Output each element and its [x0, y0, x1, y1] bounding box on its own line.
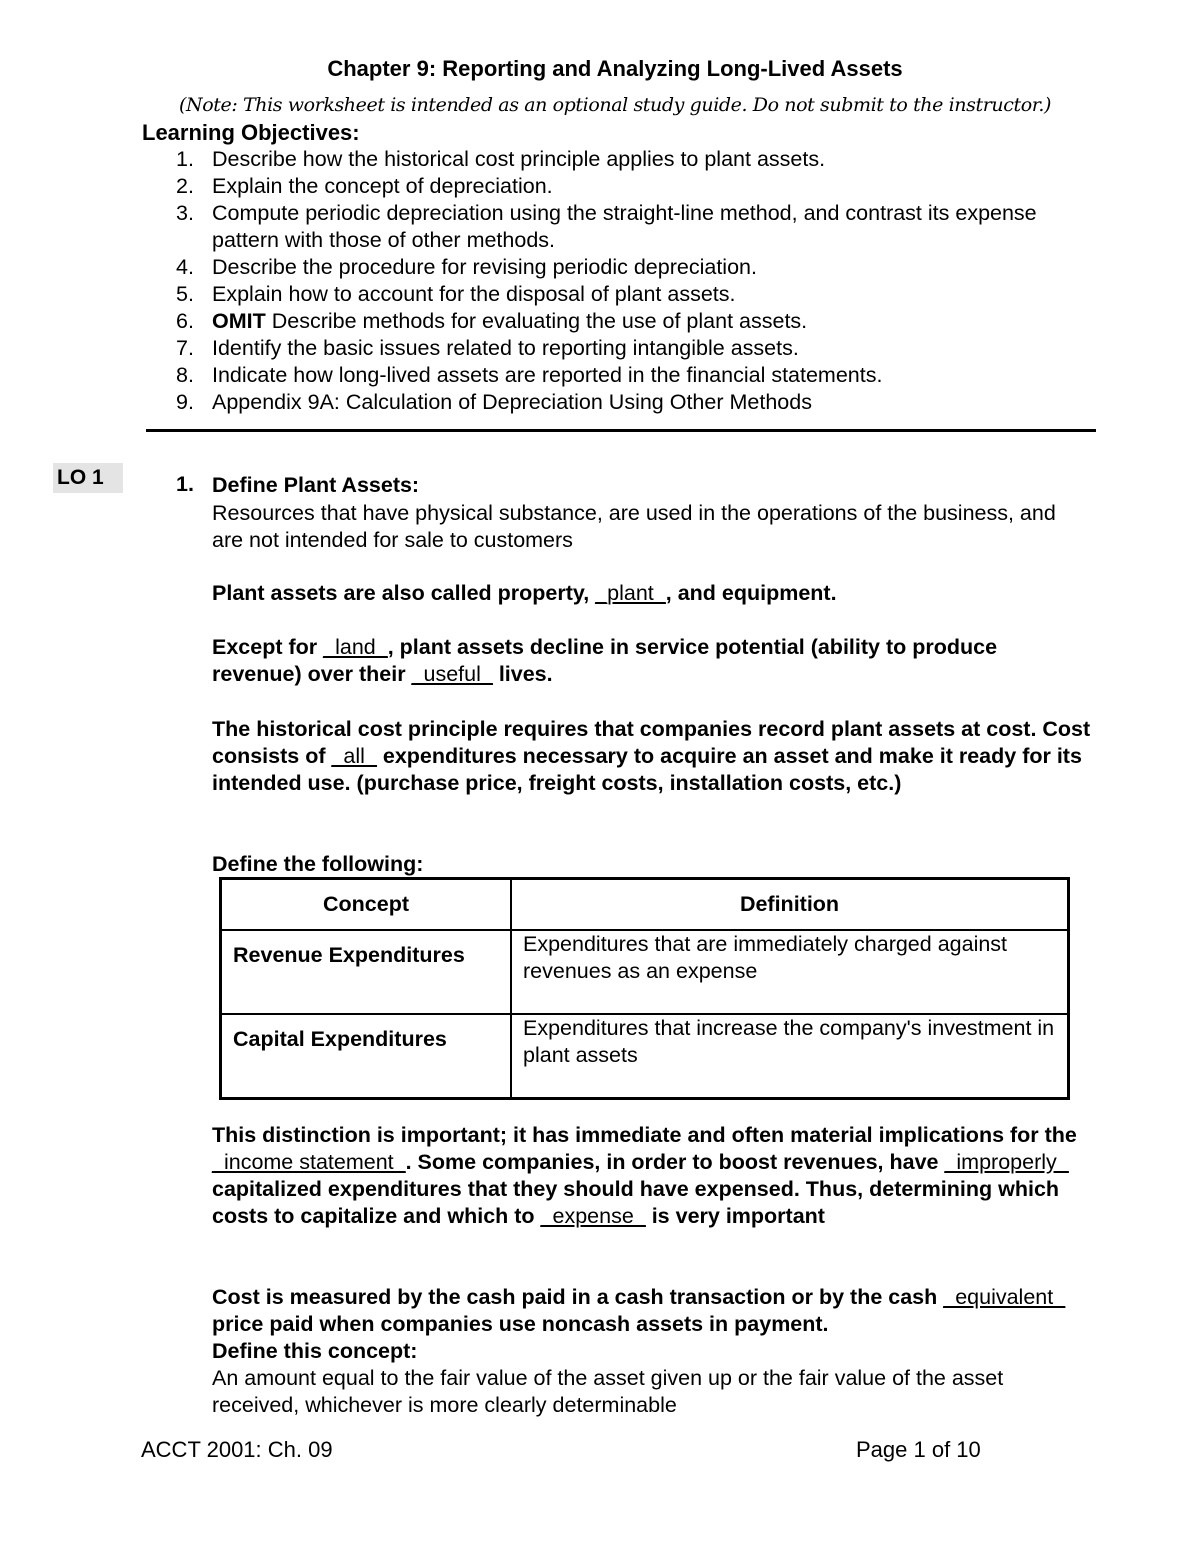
- objective-item: 3. Compute periodic depreciation using the straight-line method, and contrast its expense pattern with those of other methods.: [176, 201, 1037, 252]
- objective-item: 1. Describe how the historical cost principle applies to plant assets.: [176, 147, 826, 171]
- blank-answer: _improperly_: [944, 1150, 1069, 1174]
- objective-item: 7. Identify the basic issues related to reporting intangible assets.: [176, 336, 799, 360]
- table-header-row: [221, 879, 1069, 931]
- objective-item: 8. Indicate how long-lived assets are reported in the financial statements.: [176, 363, 883, 387]
- objectives-list: [176, 146, 1056, 416]
- paragraph-except-land: Except for _land_, plant assets decline in service potential (ability to produce revenue) over their _useful_ lives.: [212, 635, 998, 686]
- define-heading: Define the following:: [212, 852, 424, 876]
- blank-answer: _land_: [323, 635, 388, 659]
- objective-item: 2. Explain the concept of depreciation.: [176, 174, 553, 198]
- define-concept-heading: Define this concept:: [212, 1339, 418, 1363]
- blank-answer: _plant_: [595, 581, 666, 605]
- paragraph-also-called: Plant assets are also called property, _plant_, and equipment.: [212, 581, 837, 605]
- blank-answer: _equivalent_: [943, 1285, 1066, 1309]
- concept-cell: Revenue Expenditures: [221, 930, 512, 1014]
- question-number: 1.: [176, 472, 194, 496]
- plant-assets-definition: Resources that have physical substance, are used in the operations of the business, and are not intended for sale to customers: [212, 501, 1056, 552]
- definition-cell: Expenditures that are immediately charged against revenues as an expense: [511, 930, 1069, 1014]
- blank-answer: _useful_: [411, 662, 493, 686]
- cash-equivalent-definition: An amount equal to the fair value of the asset given up or the fair value of the asset received, whichever is more clearly determinable: [212, 1366, 1004, 1417]
- column-header-concept: Concept: [221, 879, 512, 931]
- objective-item: 9. Appendix 9A: Calculation of Depreciation Using Other Methods: [176, 390, 812, 414]
- definition-cell: Expenditures that increase the company's investment in plant assets: [511, 1014, 1069, 1099]
- blank-answer: _expense_: [540, 1204, 646, 1228]
- question-title: Define Plant Assets:: [212, 473, 420, 497]
- footer-page-number: Page 1 of 10: [856, 1437, 981, 1462]
- blank-answer: _all_: [331, 744, 377, 768]
- paragraph-distinction: This distinction is important; it has immediate and often material implications for the _income statement_. Some companies, in order to boost revenues, have _improperly_ capitalized expenditures that they should have expensed. Thus, determining which costs to capitalize and which to _expense_ is very important: [212, 1123, 1077, 1228]
- blank-answer: _income statement_: [212, 1150, 406, 1174]
- definitions-table: [219, 877, 1070, 1100]
- horizontal-divider: [146, 429, 1096, 432]
- paragraph-cash-equivalent: Cost is measured by the cash paid in a cash transaction or by the cash _equivalent_ price paid when companies use noncash assets in payment.: [212, 1285, 1066, 1336]
- table-row: [221, 930, 1069, 1014]
- page-title: Chapter 9: Reporting and Analyzing Long-Lived Assets: [327, 56, 903, 81]
- objectives-heading: Learning Objectives:: [142, 120, 360, 145]
- footer-course: ACCT 2001: Ch. 09: [141, 1437, 333, 1462]
- objective-item: 4. Describe the procedure for revising periodic depreciation.: [176, 255, 757, 279]
- lo-badge: LO 1: [53, 463, 123, 493]
- paragraph-historical-cost: The historical cost principle requires that companies record plant assets at cost. Cost consists of _all_ expenditures necessary to acquire an asset and make it ready for its intended use. (purchase price, freight costs, installation costs, etc.): [212, 717, 1091, 795]
- worksheet-note: (Note: This worksheet is intended as an optional study guide. Do not submit to the instructor.): [178, 94, 1052, 116]
- column-header-definition: Definition: [511, 879, 1069, 931]
- objective-item: 6. OMIT Describe methods for evaluating the use of plant assets.: [176, 309, 808, 333]
- concept-cell: Capital Expenditures: [221, 1014, 512, 1099]
- table-row: [221, 1014, 1069, 1099]
- objective-item: 5. Explain how to account for the disposal of plant assets.: [176, 282, 736, 306]
